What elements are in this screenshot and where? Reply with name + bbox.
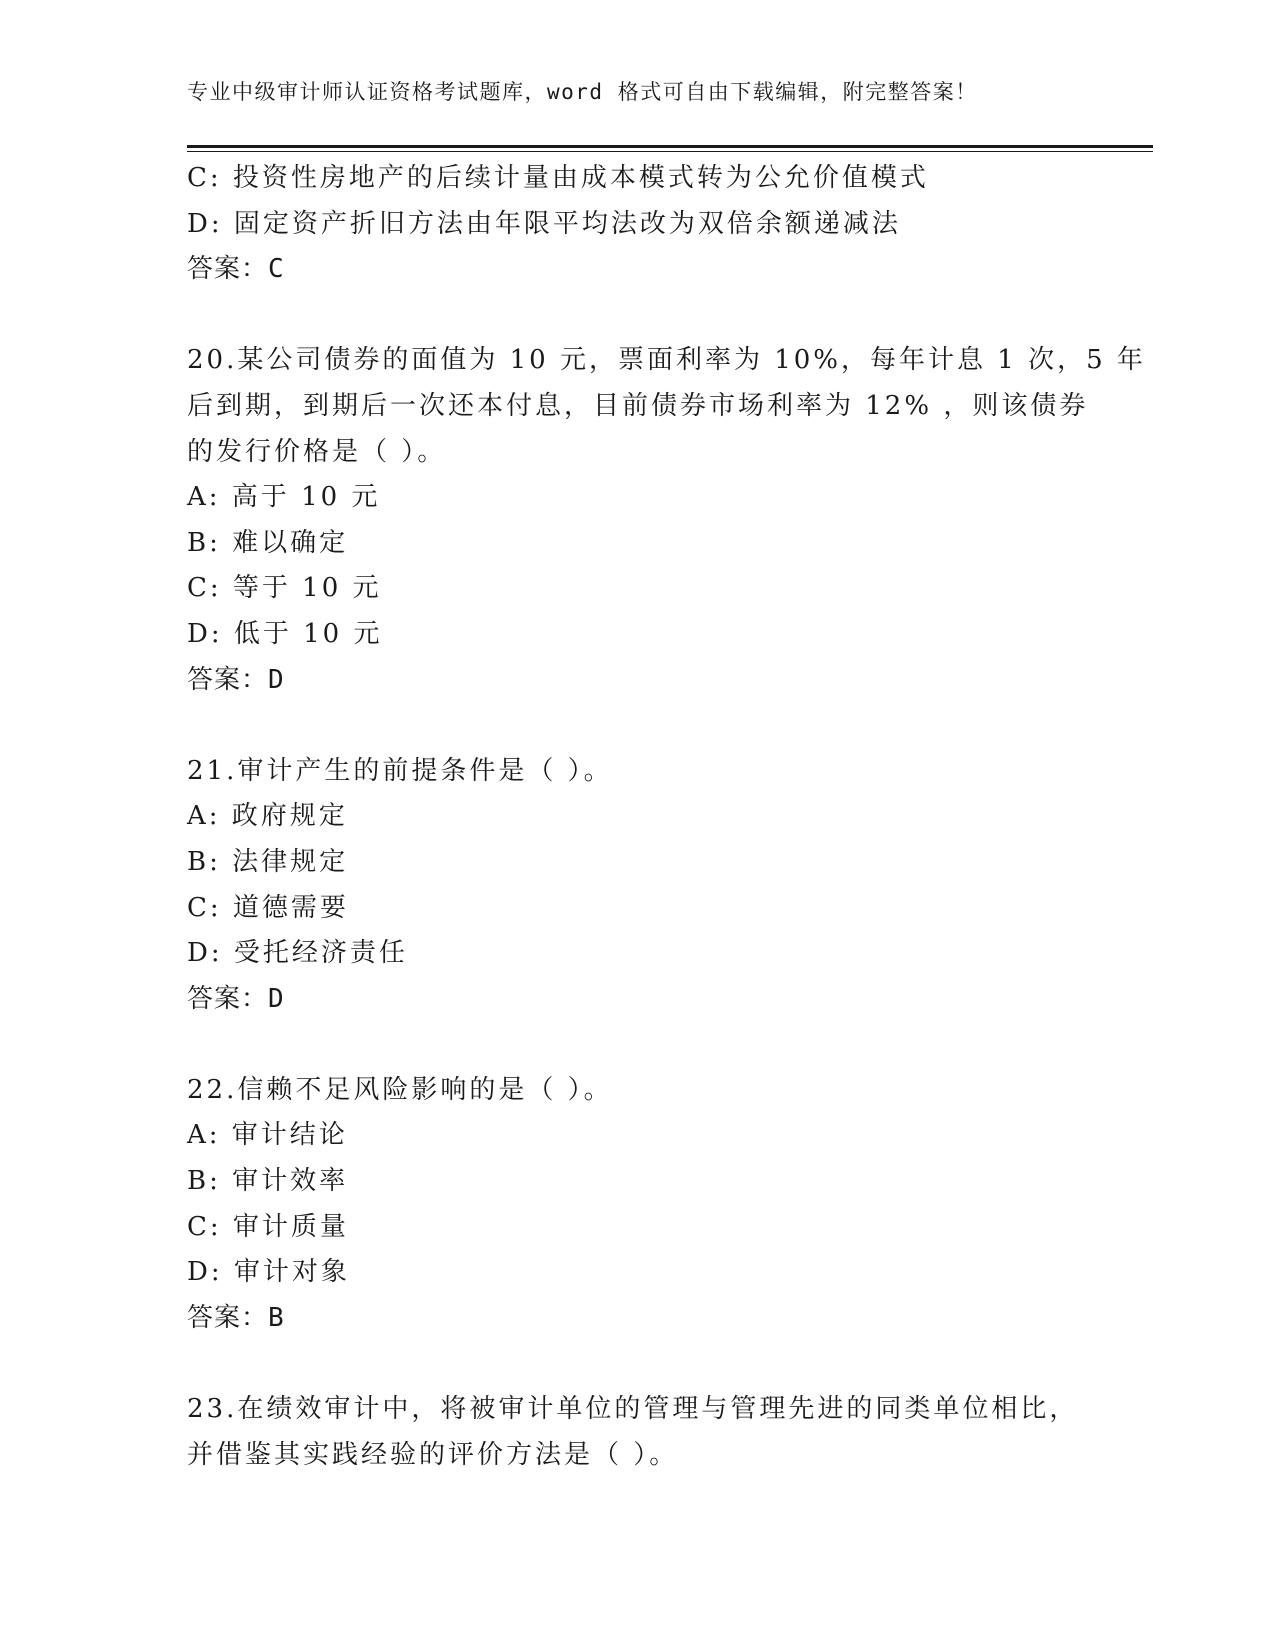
header-divider-thick [187, 145, 1153, 148]
question-text: 22.信赖不足风险影响的是（ ）。 [187, 1074, 613, 1105]
option-c: C: 投资性房地产的后续计量由成本模式转为公允价值模式 [187, 163, 929, 193]
spacer [187, 1022, 1087, 1068]
option-d: D: 受托经济责任 [187, 938, 408, 969]
spacer [187, 1341, 1087, 1387]
answer: 答案：B [187, 1302, 285, 1333]
question-22 [187, 1068, 1087, 1342]
spacer [187, 703, 1087, 749]
option-a: A: 审计结论 [187, 1120, 348, 1151]
option-c: C: 等于 10 元 [187, 573, 382, 604]
option-b: B: 审计效率 [187, 1166, 349, 1197]
option-d: D: 固定资产折旧方法由年限平均法改为双倍余额递减法 [187, 208, 901, 239]
option-a: A: 政府规定 [187, 801, 348, 832]
question-23 [187, 1387, 1087, 1478]
question-20 [187, 338, 1146, 703]
question-21 [187, 749, 1087, 1023]
question-text: 的发行价格是（ ）。 [187, 436, 447, 467]
option-b: B: 难以确定 [187, 527, 349, 558]
header-divider-thin [187, 151, 1153, 152]
answer: 答案：C [187, 254, 285, 285]
page-header: 专业中级审计师认证资格考试题库，word 格式可自由下载编辑，附完整答案！ [187, 80, 978, 104]
question-text: 21.审计产生的前提条件是（ ）。 [187, 755, 613, 786]
question-text: 并借鉴其实践经验的评价方法是（ ）。 [187, 1439, 679, 1470]
option-b: B: 法律规定 [187, 846, 349, 877]
question-text: 23.在绩效审计中，将被审计单位的管理与管理先进的同类单位相比， [187, 1394, 1079, 1425]
option-d: D: 低于 10 元 [187, 618, 383, 649]
previous-question-tail [187, 156, 1087, 293]
option-c: C: 道德需要 [187, 892, 349, 923]
spacer [187, 293, 1087, 339]
option-c: C: 审计质量 [187, 1211, 349, 1242]
question-text: 后到期，到期后一次还本付息，目前债券市场利率为 12% ，则该债券 [187, 390, 1089, 421]
answer: 答案：D [187, 664, 285, 695]
option-d: D: 审计对象 [187, 1257, 350, 1288]
answer: 答案：D [187, 983, 285, 1014]
question-content [187, 156, 1146, 1478]
question-text: 20.某公司债券的面值为 10 元，票面利率为 10%，每年计息 1 次，5 年 [187, 345, 1146, 376]
option-a: A: 高于 10 元 [187, 482, 381, 513]
